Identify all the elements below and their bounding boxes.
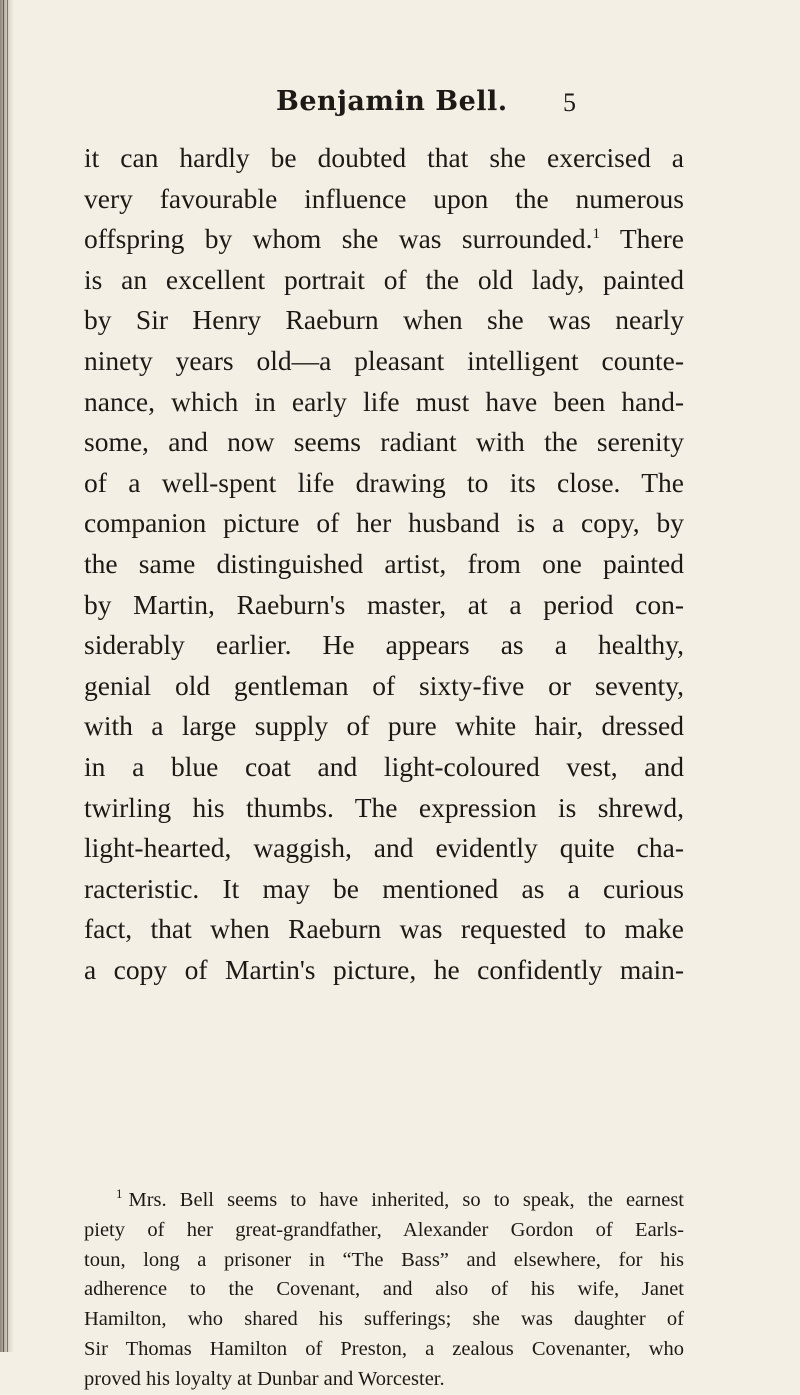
text-line: genial old gentleman of sixty-five or seventy,: [84, 669, 684, 701]
text-line: by Martin, Raeburn's master, at a period con-: [84, 588, 684, 620]
text-line: light-hearted, waggish, and evidently quite cha-: [84, 832, 684, 864]
text-line: of a well-spent life drawing to its close. The: [84, 466, 684, 498]
binding-line: [3, 0, 4, 1352]
footnote-line: toun, long a prisoner in “The Bass” and elsewhere, for his: [84, 1248, 684, 1271]
footnote-text: Mrs. Bell seems to have inherited, so to speak, the earnest: [128, 1189, 684, 1211]
text-line: [84, 219, 684, 260]
text-line: it can hardly be doubted that she exercised a: [84, 142, 684, 173]
text-line: nance, which in early life must have been hand-: [84, 385, 684, 417]
footnote-line: adherence to the Covenant, and also of his wife, Janet: [84, 1278, 684, 1301]
text-line: very favourable influence upon the numerous: [84, 182, 684, 214]
text-line: is an excellent portrait of the old lady, painted: [84, 263, 684, 295]
binding-line: [7, 0, 8, 1352]
footnote-marker: 1: [592, 226, 600, 243]
text-line: in a blue coat and light-coloured vest, and: [84, 750, 684, 782]
footnote-number: 1: [116, 1186, 123, 1202]
text-line: companion picture of her husband is a copy, by: [84, 507, 684, 539]
text-segment: offspring by whom she was surrounded.: [84, 223, 593, 255]
footnote-line: proved his loyalty at Dunbar and Worcester.: [84, 1367, 445, 1390]
page-number: 5: [563, 88, 576, 117]
text-line: a copy of Martin's picture, he confidently main-: [84, 953, 684, 985]
body-text: [84, 138, 684, 990]
text-line: twirling his thumbs. The expression is shrewd,: [84, 791, 684, 823]
footnote-line: Sir Thomas Hamilton of Preston, a zealous Covenanter, who: [84, 1337, 684, 1360]
text-line: racteristic. It may be mentioned as a curious: [84, 872, 684, 904]
text-line: siderably earlier. He appears as a healthy,: [84, 629, 684, 661]
text-line: with a large supply of pure white hair, dressed: [84, 710, 684, 742]
text-line: the same distinguished artist, from one painted: [84, 547, 684, 579]
text-line: ninety years old—a pleasant intelligent counte-: [84, 344, 684, 376]
footnote-line: Hamilton, who shared his sufferings; she was daughter of: [84, 1308, 684, 1331]
footnote: [84, 1186, 684, 1395]
text-line: by Sir Henry Raeburn when she was nearly: [84, 304, 684, 336]
footnote-line: [84, 1186, 684, 1216]
text-line: fact, that when Raeburn was requested to make: [84, 913, 684, 945]
text-segment: There: [619, 223, 684, 255]
running-head: Benjamin Bell.: [276, 86, 508, 117]
footnote-line: piety of her great-grandfather, Alexander Gordon of Earls-: [84, 1218, 684, 1241]
text-line: some, and now seems radiant with the serenity: [84, 426, 684, 458]
